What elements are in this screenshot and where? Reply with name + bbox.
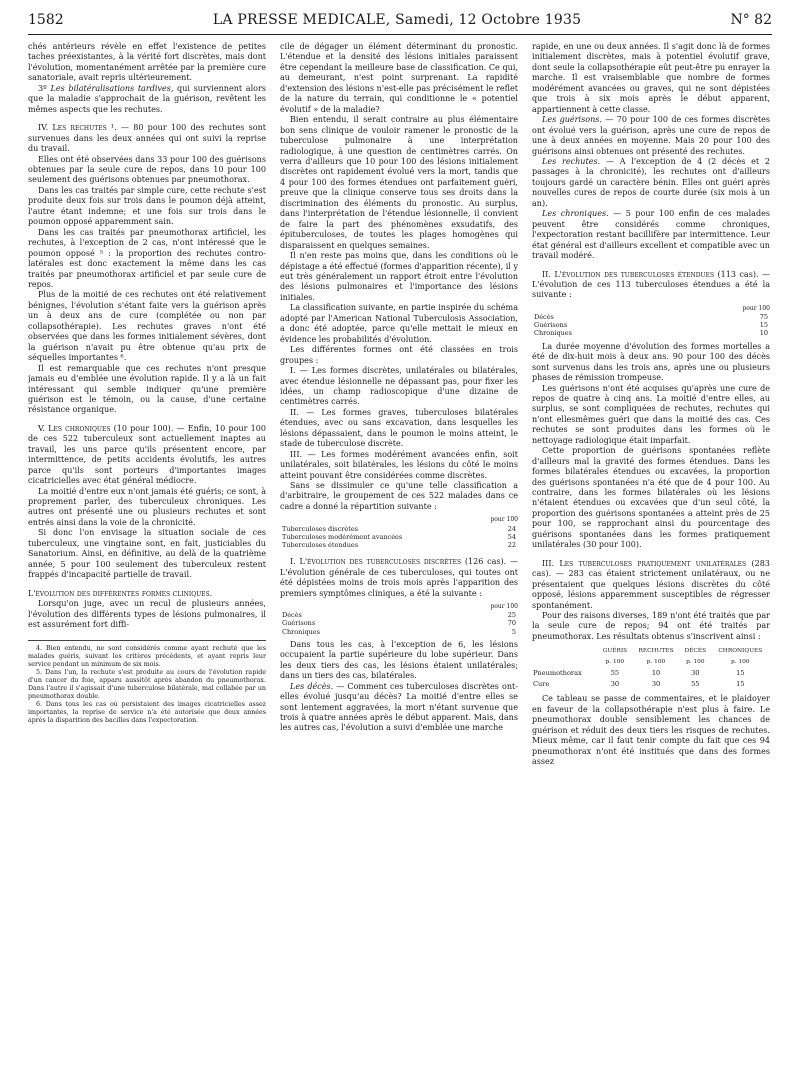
journal-title: LA PRESSE MEDICALE, Samedi, 12 Octobre 1935: [212, 12, 582, 28]
paragraph: Dans tous les cas, à l'exception de 6, les lésions occupaient la partie supérieure du lobe supérieur. Dans les deux tiers des cas, les lésions étaient unilatérales; dans un tiers des cas, bilatérales.: [280, 639, 518, 681]
paragraph: Les décès. — Comment ces tuberculoses discrètes ont-elles évolué jusqu'au décès? La moitié d'entre elles se sont lentement aggravées, la mort n'étant survenue que trois à quatre années après le début apparent. Mais, dans les autres cas, l'évolution a suivi d'emblée une marche: [280, 681, 518, 733]
column-1: [28, 42, 266, 1072]
footnote: 5. Dans l'un, la rechute s'est produite au cours de l'évolution rapide d'un cancer du foie, apparu aussitôt après abandon du pneumothorax. Dans l'autre il s'agissait d'une tuberculose bilatérale, mal collabée par un pneumothorax double.: [28, 669, 266, 701]
paragraph: Il est remarquable que ces rechutes n'ont presque jamais eu d'emblée une évolution rapide. Il y a là un fait intéressant qui semble indiquer qu'une première guérison est le témoin, ou la cause, d'une certaine résistance organique.: [28, 363, 266, 415]
table-row: Tuberculoses modérément avancées 54: [282, 532, 516, 541]
table-row: Décès 25: [282, 611, 516, 620]
table-row: Décès 75: [534, 313, 768, 322]
paragraph: Bien entendu, il serait contraire au plus élémentaire bon sens clinique de vouloir ramener le pronostic de la tuberculose pulmonaire à une interprétation radiologique, à une question de centimètres carrés. On verra d'ailleurs que 10 pour 100 des lésions initialement discrètes ont rapidement évolué vers la mort, tandis que 4 pour 100 des formes étendues ont parfaitement guéri, preuve que la clinique conserve tous ses droits dans la discrimination des éléments du pronostic. Au surplus, dans l'interprétation de l'étendue lésionnelle, il convient de faire la part des phénomènes exsudatifs, des épituberculoses, de toutes les plages homogènes qui disparaissent en quelques semaines.: [280, 115, 518, 250]
paragraph: chés antérieurs révèle en effet l'existence de petites taches préexistantes, à la vérité fort discrètes, mais dont l'évolution, momentanément arrêtée par la première cure sanatoriale, avait repris ultérieurement.: [28, 42, 266, 83]
table-row: Guérisons 15: [534, 321, 768, 330]
section-discretes: I. L'évolution des tuberculoses discrètes (126 cas). — L'évolution générale de ces tuberculoses, qui toutes ont été dépistées moins de trois mois après l'apparition des premiers symptômes cliniques, a été la suivante :: [280, 557, 518, 598]
section-unilaterales: III. Les tuberculoses pratiquement unilatérales (283 cas). — 283 cas étaient strictement unilatéraux, ou ne présentaient que quelques lésions discrètes du côté opposé, lésions apparemment susceptibles de régresser spontanément.: [532, 558, 770, 610]
table-row: Pneumothorax 55 10 30 15: [533, 669, 745, 678]
table-etendues: [532, 305, 770, 338]
table-row: Chroniques 10: [534, 329, 768, 338]
paragraph: I. — Les formes discrètes, unilatérales ou bilatérales, avec étendue lésionnelle ne dépassant pas, pour fixer les idées, un champ radioscopique d'une dizaine de centimètres carrés.: [280, 366, 518, 407]
table-discretes: [280, 603, 518, 636]
section-rechutes: IV. Les rechutes ¹. — 80 pour 100 des rechutes sont survenues dans les deux années qui ont suivi la reprise du travail.: [28, 123, 266, 154]
footnotes: [28, 640, 266, 725]
table-unit: pour 100: [490, 603, 518, 611]
table-unit-row: p. 100 p. 100 p. 100 p. 100: [605, 659, 750, 666]
issue-number: N° 82: [730, 12, 772, 28]
paragraph: Les différentes formes ont été classées en trois groupes :: [280, 345, 518, 365]
section-etendues: II. L'évolution des tuberculoses étendues (113 cas). — L'évolution de ces 113 tuberculoses étendues a été la suivante :: [532, 269, 770, 300]
paragraph: Les chroniques. — 5 pour 100 enfin de ces malades peuvent être considérés comme chroniques, l'expectoration restant bacillifère par intermittence. Leur état général est d'ailleurs excellent et compatible avec un travail modéré.: [532, 209, 770, 261]
table-row: Chroniques 5: [282, 627, 516, 636]
section-chroniques: V. Les chroniques (10 pour 100). — Enfin, 10 pour 100 de ces 522 tuberculeux sont actuellement inaptes au travail, les uns parce qu'ils présentent encore, par intermittence, de petits accidents évolutifs, les autres parce qu'ils sont porteurs d'importantes images cicatricielles avec état général médiocre.: [28, 423, 266, 486]
paragraph: III. — Les formes modérément avancées enfin, soit unilatérales, soit bilatérales, les lésions du côté le moins atteint pouvant être considérées comme discrètes.: [280, 449, 518, 480]
paragraph: rapide, en une ou deux années. Il s'agit donc là de formes initialement discrètes, mais à potentiel évolutif grave, dont seule la collapsothérapie eût peut-être pu enrayer la marche. Il est vraisemblable que nombre de formes modérément avancées ou graves, qui ne sont dépistées que trois à six mois après le début apparent, appartiennent à cette classe.: [532, 42, 770, 114]
table-forms-distribution: [280, 516, 518, 549]
table-unit: pour 100: [490, 516, 518, 524]
paragraph: Lorsqu'on juge, avec un recul de plusieurs années, l'évolution des différents types de lésions pulmonaires, il est assurément fort diffi-: [28, 599, 266, 630]
table-row: Guérisons 70: [282, 619, 516, 628]
paragraph: Il n'en reste pas moins que, dans les conditions où le dépistage a été effectué (formes d'apparition récente), il y eut très généralement un rapport étroit entre l'évolution des lésions pulmonaires et l'importance des lésions initiales.: [280, 251, 518, 302]
paragraph: Ce tableau se passe de commentaires, et le plaidoyer en faveur de la collapsothérapie n'est plus à faire. Le pneumothorax double sensiblement les chances de guérison et réduit des deux tiers les risques de rechutes. Mieux même, car il faut tenir compte du fait que ces 94 pneumothorax n'ont été institués que dans des formes assez: [532, 694, 770, 767]
paragraph: Les guérisons n'ont été acquises qu'après une cure de repos de quatre à cinq ans. La moitié d'entre elles, au surplus, se sont compliquées de rechutes, rechutes qui n'ont ellesmêmes guéri que dans la moitié des cas. Ces rechutes se sont produites dans les formes où le nettoyage radiologique était imparfait.: [532, 383, 770, 445]
paragraph: Les rechutes. — A l'exception de 4 (2 décès et 2 passages à la chronicité), les rechutes ont d'ailleurs toujours gardé un caractère bénin. Elles ont guéri après nouvelles cures de repos de courte durée (six mois à un an).: [532, 156, 770, 208]
paragraph: La durée moyenne d'évolution des formes mortelles a été de dix-huit mois à deux ans. 90 pour 100 des décès sont survenus dans les trois ans, après une ou plusieurs phases de rémission trompeuse.: [532, 341, 770, 383]
paragraph: cile de dégager un élément déterminant du pronostic. L'étendue et la densité des lésions initiales paraissent être cependant la meilleure base de classification. Ce qui, au demeurant, n'est point surprenant. La rapidité d'extension des lésions n'est-elle pas précisément le reflet de la nature du terrain, qui conditionne le « potentiel évolutif » de la maladie?: [280, 42, 518, 114]
paragraph: Dans les cas traités par pneumothorax artificiel, les rechutes, à l'exception de 2 cas, n'ont intéressé que le poumon opposé ⁵ : la proportion des rechutes contro-latérales est donc exactement la même dans les cas traités par pneumothorax artificiel et par seule cure de repos.: [28, 227, 266, 289]
paragraph: Sans se dissimuler ce qu'une telle classification a d'arbitraire, le groupement de ces 522 malades dans ce cadre a donné la répartition suivante :: [280, 481, 518, 511]
section-heading: L'évolution des différentes formes cliniques.: [28, 588, 213, 598]
column-2: [280, 42, 518, 1072]
table-row: Tuberculoses discrètes 24: [282, 524, 516, 533]
paragraph: Elles ont été observées dans 33 pour 100 des guérisons obtenues par la seule cure de repos, dans 10 pour 100 seulement des guérisons obtenues par pneumothorax.: [28, 154, 266, 185]
paragraph: Cette proportion de guérisons spontanées reflète d'ailleurs mal la gravité des formes étendues. Dans les formes bilatérales étendues ou excavées, la proportion des guérisons spontanées n'a été que de 4 pour 100. Au contraire, dans les formes bilatérales où les lésions n'étaient étendues ou excavées que d'un seul côté, la proportion des guérisons spontanées a atteint près de 25 pour 100, se rapprochant ainsi du pourcentage des guérisons spontanées dans les formes pratiquement unilatérales (30 pour 100).: [532, 446, 770, 550]
footnote: 6. Dans tous les cas où persistaient des images cicatricielles assez importantes, la reprise de service n'a été autorisée que deux années après la disparition des bacilles dans l'expectoration.: [28, 701, 266, 725]
paragraph: La moitié d'entre eux n'ont jamais été guéris; ce sont, à proprement parler, des tuberculeux chroniques. Les autres ont présenté une ou plusieurs rechutes et sont entrés ainsi dans la voie de la chronicité.: [28, 486, 266, 527]
article-columns: [28, 42, 772, 1072]
paragraph: La classification suivante, en partie inspirée du schéma adopté par l'American National Tuberculosis Association, a donc été adoptée, parce qu'elle mettait le mieux en évidence les probabilités d'évolution.: [280, 303, 518, 344]
table-results: [532, 646, 770, 690]
page-header: [28, 12, 772, 35]
paragraph: Si donc l'on envisage la situation sociale de ces tuberculeux, une vingtaine sont, en fait, justiciables du Sanatorium. Ainsi, en définitive, au delà de la quatrième année, 5 pour 100 seulement des tuberculeux restent frappés d'incapacité partielle de travail.: [28, 528, 266, 580]
paragraph: Les guérisons. — 70 pour 100 de ces formes discrètes ont évolué vers la guérison, après une cure de repos de une à deux années en moyenne. Mais 20 pour 100 des guérisons ainsi obtenues ont présenté des rechutes.: [532, 115, 770, 156]
column-3: [532, 42, 770, 1072]
table-unit: pour 100: [742, 304, 770, 312]
table-header-row: GUÉRIS RECHUTES DÉCÈS CHRONIQUES: [602, 648, 763, 655]
paragraph: Pour des raisons diverses, 189 n'ont été traités que par la seule cure de repos; 94 ont été traités par pneumothorax. Les résultats obtenus s'inscrivent ainsi :: [532, 611, 770, 641]
paragraph: Dans les cas traités par simple cure, cette rechute s'est produite deux fois sur trois dans le poumon déjà atteint, l'autre étant indemne; et une fois sur trois dans le poumon opposé apparemment sain.: [28, 185, 266, 227]
footnote: 4. Bien entendu, ne sont considérés comme ayant rechuté que les malades guéris, suivant les critères précédents, et ayant repris leur service pendant un minimum de six mois.: [28, 645, 266, 669]
page-number: 1582: [28, 12, 64, 28]
paragraph: 3º Les bilatéralisations tardives, qui surviennent alors que la maladie s'approchait de la guérison, revêtent les mêmes aspects que les rechutes.: [28, 83, 266, 114]
table-row: Tuberculoses étendues 22: [282, 541, 516, 549]
paragraph: II. — Les formes graves, tuberculoses bilatérales étendues, avec ou sans excavation, dans lesquelles les lésions dépassaient, dans le poumon le moins atteint, le stade de tuberculose discrète.: [280, 407, 518, 449]
table-row: Cure 30 30 55 15: [533, 680, 745, 689]
paragraph: Plus de la moitié de ces rechutes ont été relativement bénignes, l'évolution s'étant faite vers la guérison après un à deux ans de cure (complétée ou non par collapsothérapie). Les rechutes graves n'ont été observées que dans les formes initialement sévères, dont la guérison n'avait pu être obtenue qu'au prix de séquelles importantes ⁶.: [28, 290, 266, 363]
